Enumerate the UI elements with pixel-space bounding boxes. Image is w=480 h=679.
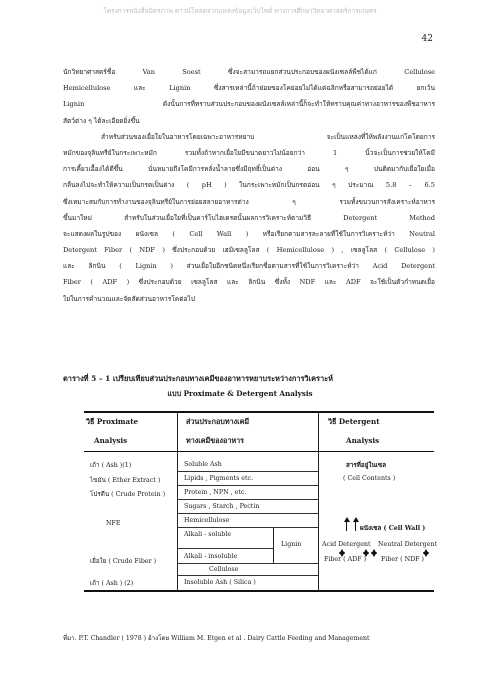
row-divider xyxy=(177,513,318,514)
detergent-acid: Acid Detergent xyxy=(322,541,371,548)
detergent-cell-contents-title: สารที่อยู่ในเซล xyxy=(346,462,387,469)
row-divider xyxy=(177,563,318,564)
body-paragraphs xyxy=(63,64,435,307)
paragraph-line: Detergent Fiber ( NDF ) ซึ่งประกอบด้วย เฮมิเซลลูโลส ( Hemicellulose ) , เซลลูโลส ( Cellulose ) xyxy=(63,246,435,255)
proximate-ash-2: เถ้า ( Ash ) (2) xyxy=(90,580,134,587)
paragraph-line: และ ลิกนิน ( Lignin ) ส่วนเยื่อใยอีกชนิดหนึ่งเรียกชื่อตามสารที่ใช้ในการวิเคราะห์ว่า Acid Detergent xyxy=(63,262,435,271)
component-cellulose: Cellulose xyxy=(209,566,239,573)
paragraph-line: Hemicellulose และ Lignin ซึ่งสารเหล่านี้ถ้าย่อยของโคย่อยไม่ได้แต่ฉลิกหรือสามารถย่อยได้ ยกเว้น xyxy=(63,84,435,93)
table-subcaption: แบบ Proximate & Detergent Analysis xyxy=(167,389,313,398)
composition-table xyxy=(84,411,437,591)
row-divider xyxy=(177,485,318,486)
row-divider xyxy=(177,471,318,472)
paragraph-line: สำหรับส่วนของเยื่อใยในอาหารโคยเฉพาะอาหารหยาบ จะเป็นแหล่งที่ให้พลังงานแก่โคโดยการ xyxy=(101,132,435,141)
paragraph-line: นักวิทยาศาสตร์ชื่อ Van Soest ซึ่งจะสามารถแยกส่วนประกอบของผนังเซลล์พืชได้แก่ Cellulose xyxy=(63,68,435,76)
proximate-ash-1: เถ้า ( Ash )(1) xyxy=(90,462,132,469)
component-hemicellulose: Hemicellulose xyxy=(184,517,230,524)
lignin-divider xyxy=(273,527,274,563)
component-alkali-soluble: Alkali - soluble xyxy=(184,531,232,538)
header-detergent-sub: Analysis xyxy=(346,436,380,445)
cell-wall-arrow-right xyxy=(355,521,356,531)
component-insoluble-ash: Insoluble Ash ( Silica ) xyxy=(184,579,256,586)
row-divider xyxy=(177,548,273,549)
paragraph-line: Lignin ดังนั้นการที่ทราบส่วนประกอบของผนังเซลล์เหล่านี้ก็จะทำให้ทราบคุณค่าทางอาหารของพืชอาหาร xyxy=(63,100,435,109)
header-proximate-sub: Analysis xyxy=(94,436,128,445)
proximate-crude-fiber: เยื่อใย ( Crude Fiber ) xyxy=(90,558,157,565)
cell-wall-arrow-left xyxy=(346,521,347,531)
paragraph-line: สัตว์ต่าง ๆ ได้ละเอียดยิ่งขึ้น xyxy=(63,116,140,125)
proximate-ether-extract: ไขมัน ( Ether Extract ) xyxy=(90,477,161,484)
detergent-cell-contents: ( Cell Contents ) xyxy=(343,475,396,482)
header-components-sub: ทางเคมีของอาหาร xyxy=(186,436,245,445)
component-soluble-ash: Soluble Ash xyxy=(184,461,222,468)
paragraph-line: ใยในการคำนวณและจัดสัดส่วนอาหารโคต่อไป xyxy=(63,294,195,303)
component-lignin: Lignin xyxy=(281,541,302,548)
proximate-crude-protein: โปรตีน ( Crude Protein ) xyxy=(90,491,166,498)
header-components: ส่วนประกอบทางเคมี xyxy=(186,417,250,426)
page-number: 42 xyxy=(421,34,433,44)
component-protein: Protein , NPN , etc. xyxy=(184,489,247,496)
paragraph-line: ซึ่งเหมาะสมกับการทำงานของจุลินทรีย์ในการย่อยสลายอาหารต่าง ๆ รวมทั้งขบวนการสังเคราะห์อาหาร xyxy=(63,197,435,206)
column-divider xyxy=(318,411,319,591)
row-divider xyxy=(177,527,318,528)
watermark: โครงการหนังสือมิตรภาพ ดาวน์โหลดจากแหล่งข้อมูลเว็บไซต์ ทางการศึกษาวิทยาศาสตร์การเกษตร xyxy=(103,7,377,15)
detergent-cell-wall: ผนังเซล ( Cell Wall ) xyxy=(360,525,426,532)
row-divider xyxy=(177,575,318,576)
detergent-ndf: Fiber ( NDF ) xyxy=(381,556,424,563)
proximate-nfe: NFE xyxy=(106,520,121,527)
component-lipids: Lipids , Pigments etc. xyxy=(184,475,254,482)
paragraph-line: หมักของจุลินทรีย์ในกระเพาะหมัก รวมทั้งถ้าหากเยื่อใยมีขนาดยาวไม่น้อยกว่า 1 นิ้วจะเป็นการช่วยให้โคมี xyxy=(63,148,435,157)
paragraph-line: กลืนลงไปจะทำให้ความเป็นกรดเป็นด่าง ( pH ) ในกระเพาะหมักเป็นกรดอ่อน ๆ ประมาณ 5.8 – 6.5 xyxy=(63,181,435,190)
header-detergent: วิธี Detergent xyxy=(328,417,380,426)
component-sugars: Sugars , Starch , Pectin xyxy=(184,503,260,510)
source-footnote: ที่มา. P.T. Chandler ( 1978 ) อ้างโดย William M. Etgen et al . Dairy Cattle Feeding and Management xyxy=(63,635,370,642)
table-top-rule xyxy=(84,411,434,413)
row-divider xyxy=(177,499,318,500)
paragraph-line: ขึ้นมาใหม่ สำหรับในส่วนเยื่อใยที่เป็นคาร์โบไฮเดรตนั้นผลการวิเคราะห์ตามวิธี Detergent Method xyxy=(63,213,435,222)
table-bottom-rule xyxy=(84,590,434,592)
header-proximate: วิธี Proximate xyxy=(86,417,139,426)
table-caption: ตารางที่ 5 – 1 เปรียบเทียบส่วนประกอบทางเคมีของอาหารหยาบระหว่างการวิเคราะห์ xyxy=(63,374,333,383)
paragraph-line: จะแสดงผลในรูปของ ผนังเซล ( Cell Wall ) หรือเรียกตามสารละลายที่ใช้ในการวิเคราะห์ว่า Neutral xyxy=(63,229,435,238)
column-divider xyxy=(177,411,178,591)
header-bottom-rule xyxy=(84,451,434,452)
detergent-neutral: Neutral Detergent xyxy=(378,541,437,548)
paragraph-line: Fiber ( ADF ) ซึ่งประกอบด้วย เซลลูโลส และ ลิกนิน ซึ่งทั้ง NDF และ ADF จะใช้เป็นตัวกำหนดเยื่อ xyxy=(63,278,435,287)
detergent-adf: Fiber ( ADF ) xyxy=(324,556,367,563)
component-alkali-insoluble: Alkali - insoluble xyxy=(184,553,238,560)
paragraph-line: การเคี้ยวเอื้องได้ดีขึ้น นั่นหมายถึงโคมีการหลั่งน้ำลายซึ่งมีฤทธิ์เป็นด่าง อ่อน ๆ ปนติดมากับเยื่อใยเมื่อ xyxy=(63,165,435,174)
